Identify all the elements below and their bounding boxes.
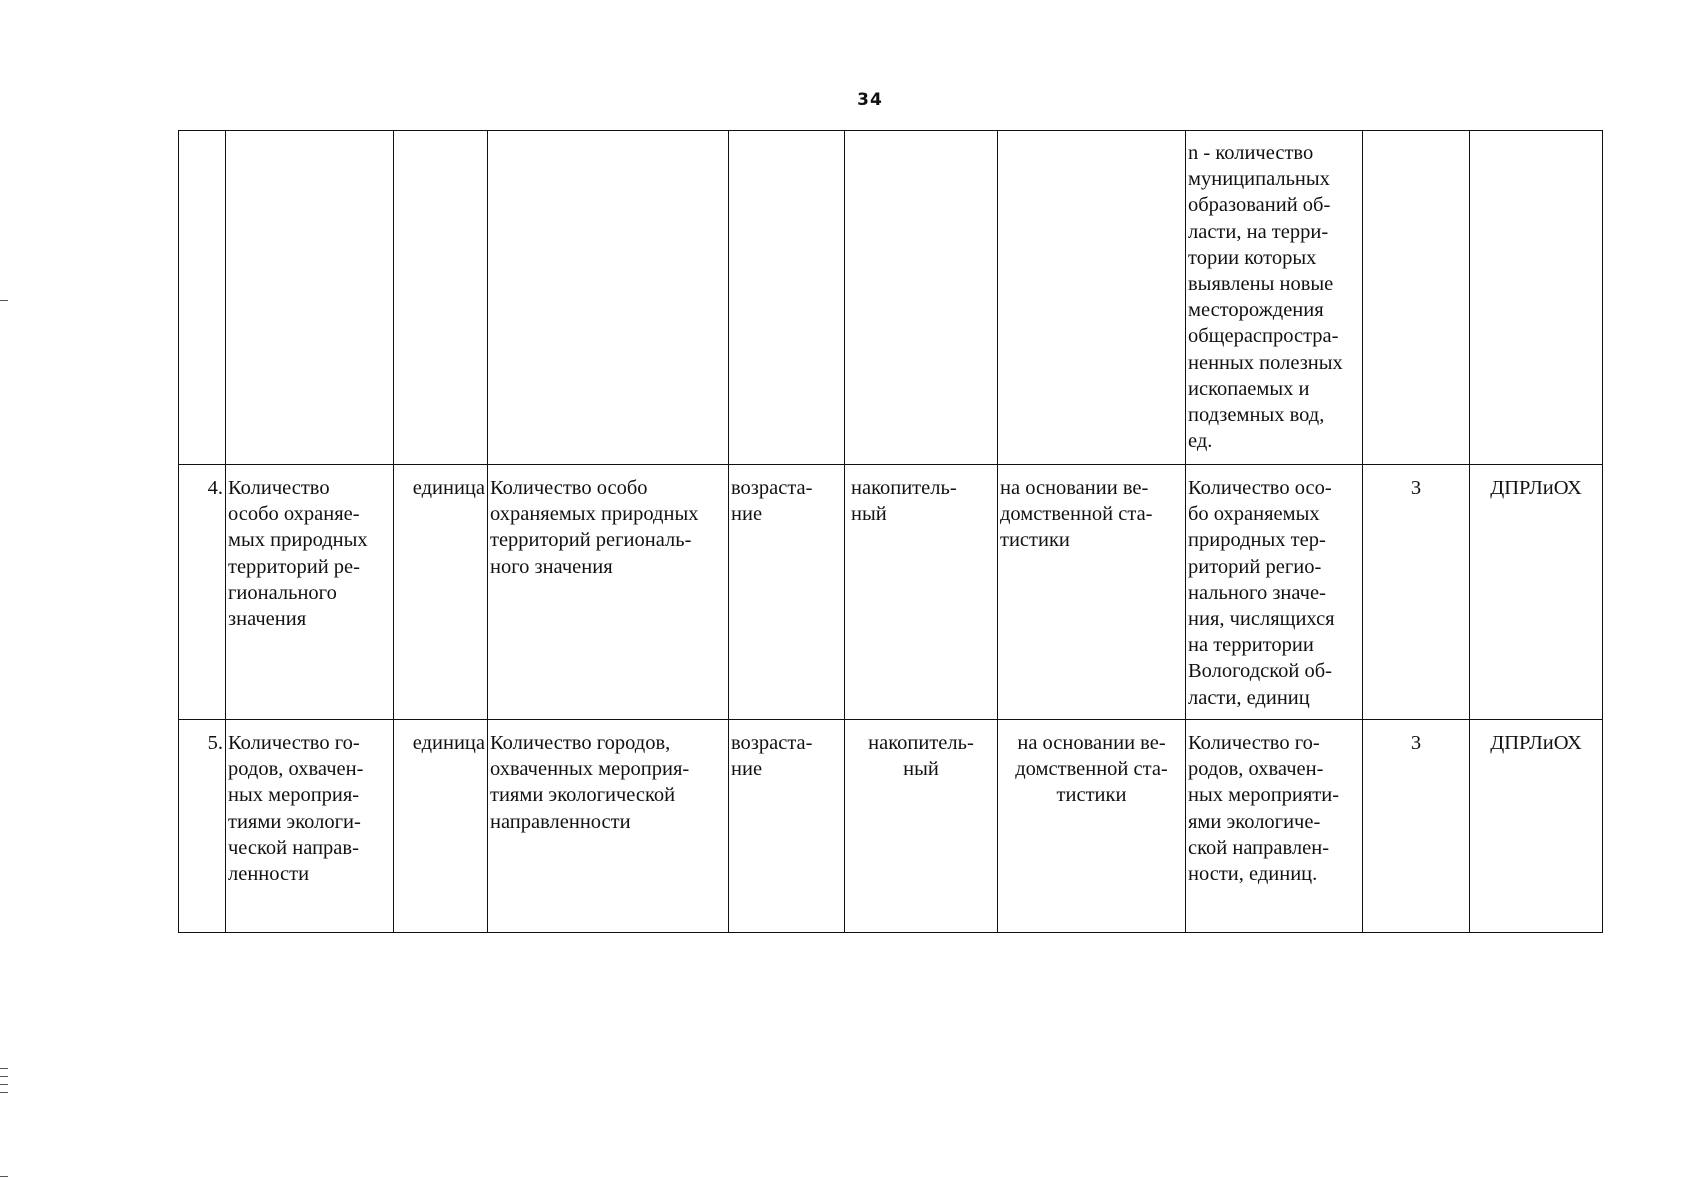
table-row	[179, 131, 1603, 465]
margin-mark	[0, 1076, 8, 1077]
margin-mark	[0, 1176, 8, 1177]
page-number: 34	[857, 90, 883, 110]
method-cell: на основании ве- домственной ста- тистики	[998, 720, 1186, 933]
responsible-cell: ДПРЛиОХ	[1470, 465, 1603, 720]
row-number-cell	[179, 131, 226, 465]
margin-mark	[0, 300, 8, 301]
type-cell: накопитель- ный	[845, 720, 998, 933]
method-cell	[998, 131, 1186, 465]
type-cell: накопитель- ный	[845, 465, 998, 720]
trend-cell: возраста- ние	[729, 720, 845, 933]
unit-cell	[394, 131, 488, 465]
formula-cell: Количество осо- бо охраняемых природных тер- риторий регио- нального значе- ния, числящихся на территории Вологодской об- ласти, единиц	[1186, 465, 1363, 720]
value-cell: 3	[1363, 465, 1470, 720]
margin-mark	[0, 1092, 8, 1093]
indicator-name-cell: Количество го- родов, охвачен- ных мероприя- тиями экологи- ческой направ- ленности	[226, 720, 394, 933]
value-cell: 3	[1363, 720, 1470, 933]
indicators-table	[178, 130, 1603, 933]
table-row	[179, 465, 1603, 720]
responsible-cell	[1470, 131, 1603, 465]
type-cell	[845, 131, 998, 465]
definition-cell: Количество особо охраняемых природных территорий региональ- ного значения	[488, 465, 729, 720]
method-cell: на основании ве- домственной ста- тистики	[998, 465, 1186, 720]
formula-cell: n - количество муниципальных образований об- ласти, на терри- тории которых выявлены новые месторождения общераспростра- ненных полезных ископаемых и подземных вод, ед.	[1186, 131, 1363, 465]
row-number-cell: 5.	[179, 720, 226, 933]
formula-cell: Количество го- родов, охвачен- ных мероприяти- ями экологиче- ской направлен- ности, единиц.	[1186, 720, 1363, 933]
responsible-cell: ДПРЛиОХ	[1470, 720, 1603, 933]
unit-cell: единица	[394, 465, 488, 720]
definition-cell	[488, 131, 729, 465]
indicator-name-cell: Количество особо охраняе- мых природных территорий ре- гионального значения	[226, 465, 394, 720]
table-row	[179, 720, 1603, 933]
indicator-name-cell	[226, 131, 394, 465]
definition-cell: Количество городов, охваченных мероприя- тиями экологической направленности	[488, 720, 729, 933]
margin-mark	[0, 1068, 8, 1069]
trend-cell	[729, 131, 845, 465]
trend-cell: возраста- ние	[729, 465, 845, 720]
row-number-cell: 4.	[179, 465, 226, 720]
value-cell	[1363, 131, 1470, 465]
unit-cell: единица	[394, 720, 488, 933]
margin-mark	[0, 1084, 8, 1085]
